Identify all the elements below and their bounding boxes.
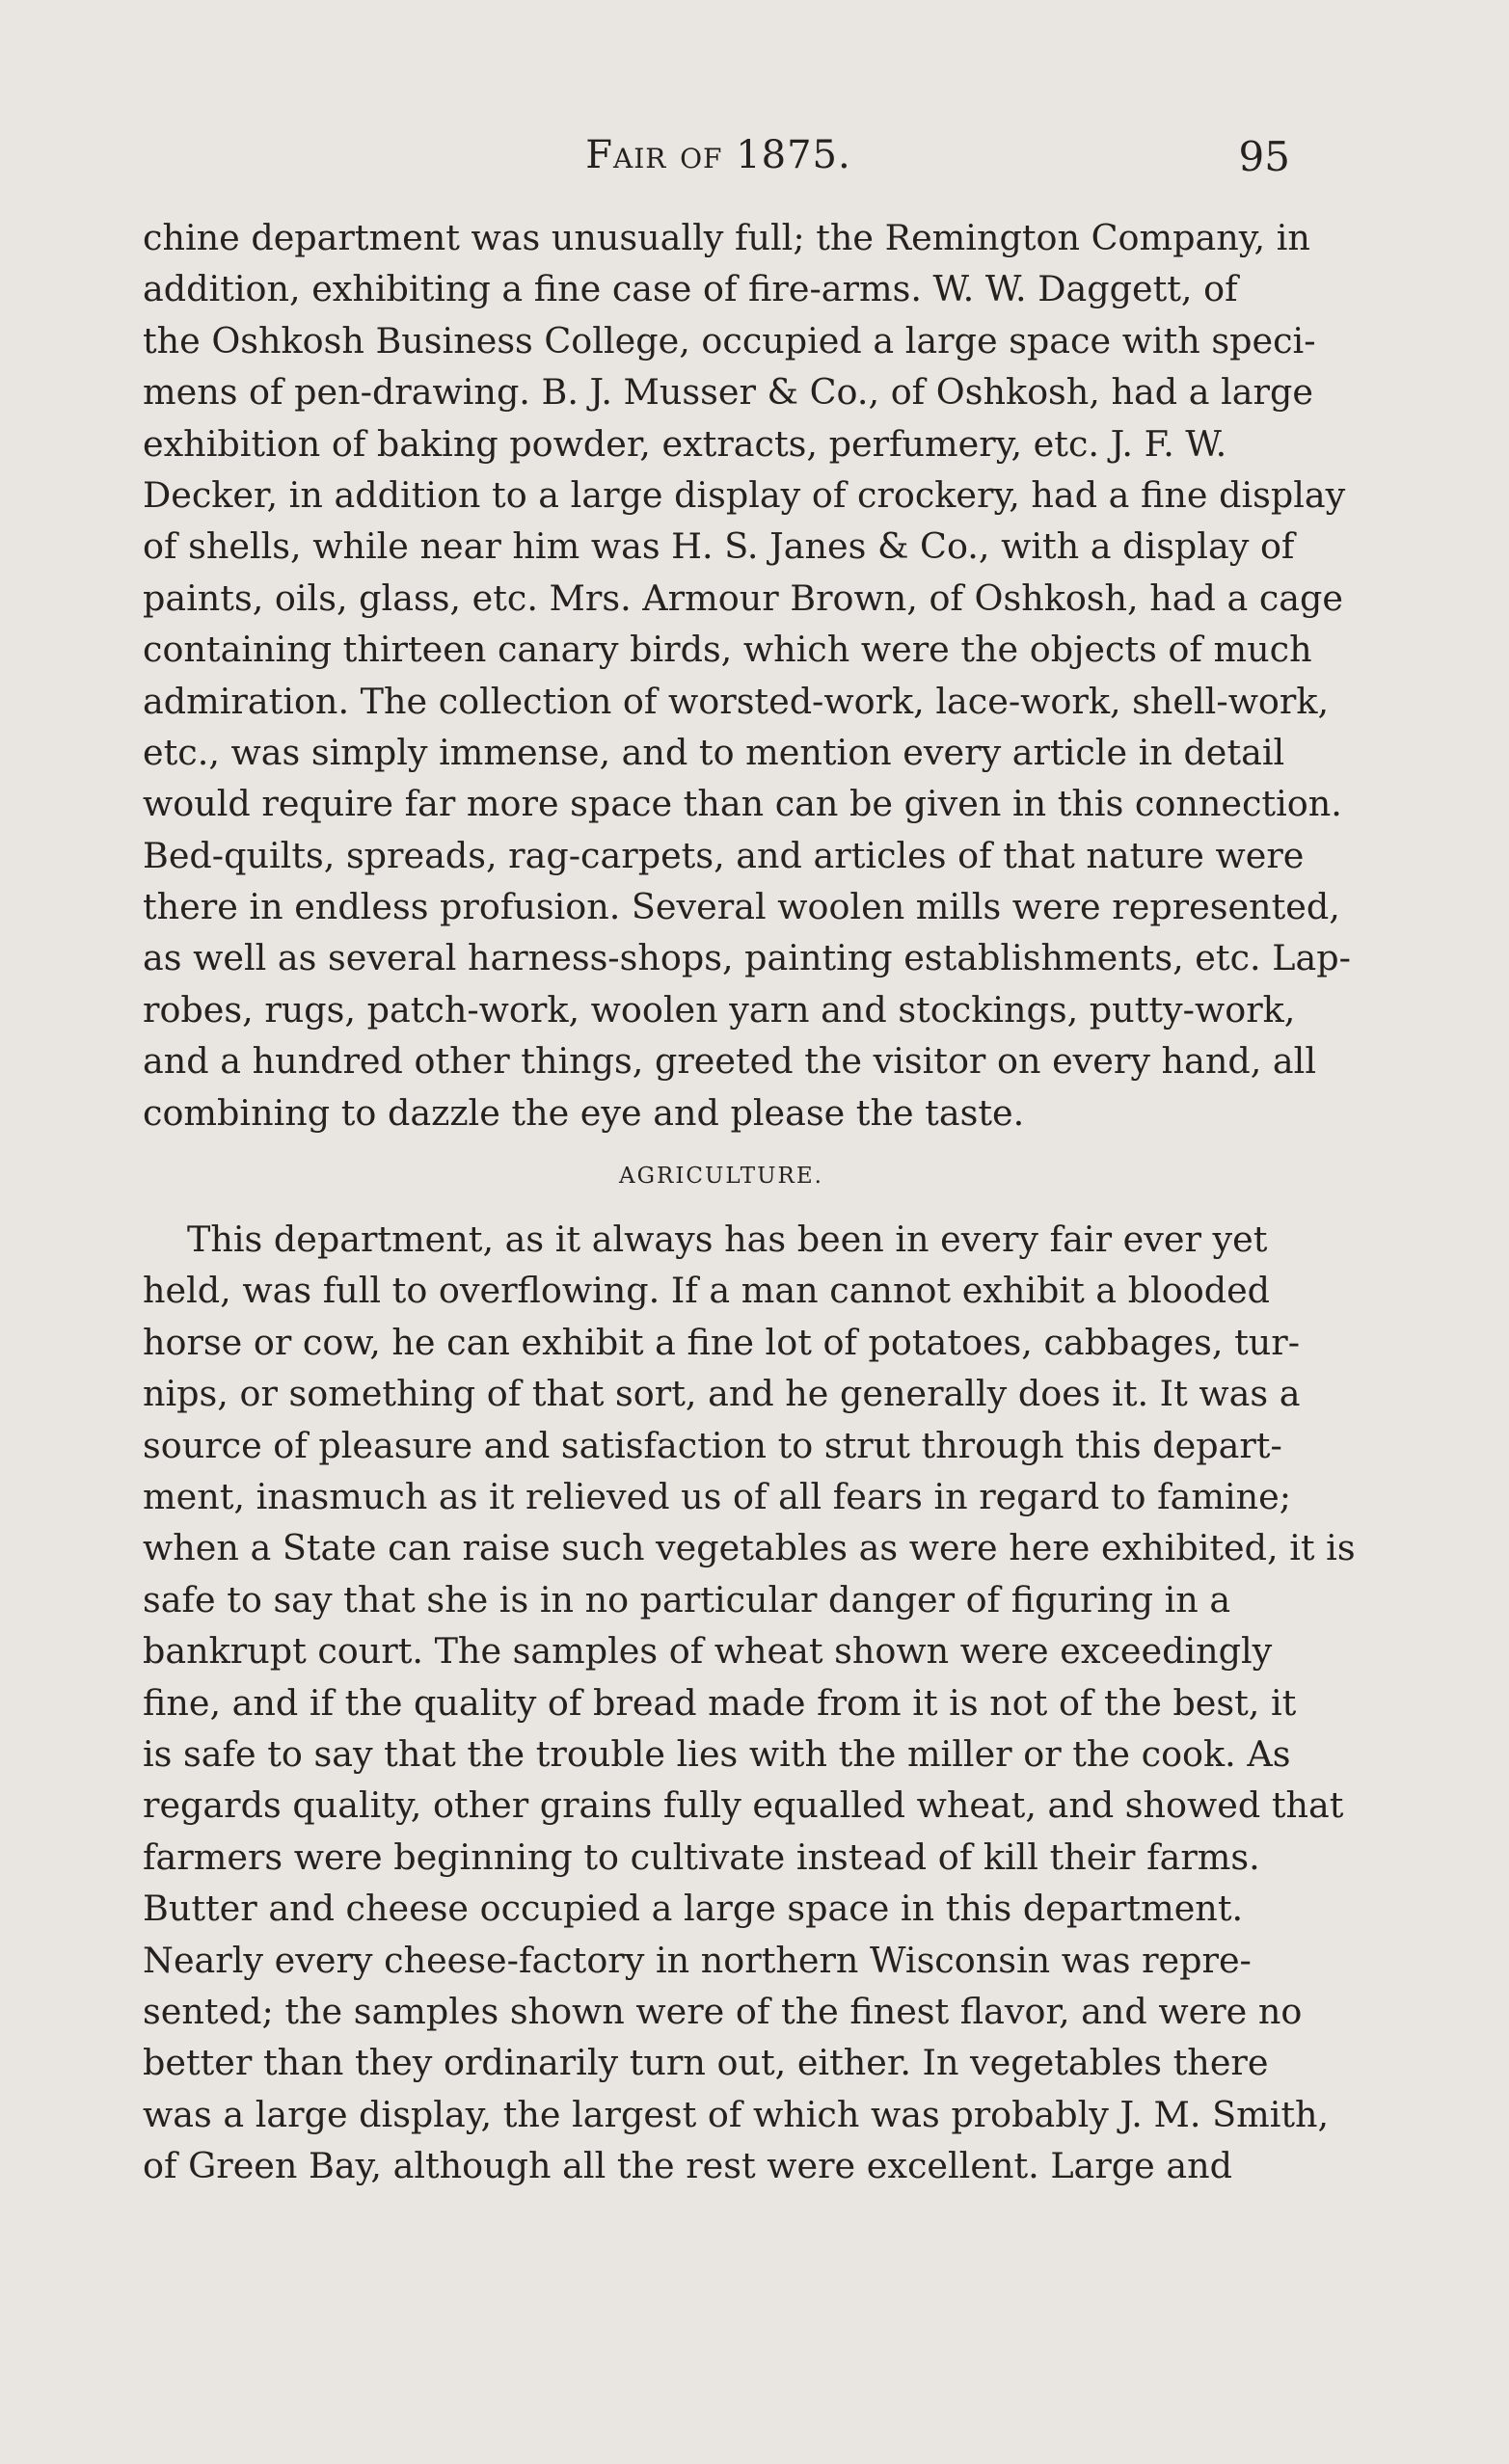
section-heading: AGRICULTURE. <box>619 1164 823 1190</box>
text-line: exhibition of baking powder, extracts, perfumery, etc. J. F. W. <box>143 422 1227 465</box>
text-line: is safe to say that the trouble lies with the miller or the cook. As <box>143 1732 1291 1775</box>
text-line: bankrupt court. The samples of wheat shown were exceedingly <box>143 1630 1273 1673</box>
paragraph-exhibits <box>143 212 1351 1138</box>
text-line: etc., was simply immense, and to mention every article in detail <box>143 731 1285 773</box>
text-line: better than they ordinarily turn out, either. In vegetables there <box>143 2042 1269 2084</box>
text-line: mens of pen-drawing. B. J. Musser & Co., of Oshkosh, had a large <box>143 371 1313 414</box>
text-line: Decker, in addition to a large display of crockery, had a fine display <box>143 473 1346 516</box>
text-line: Nearly every cheese-factory in northern Wisconsin was repre- <box>143 1939 1252 1981</box>
text-line: nips, or something of that sort, and he generally does it. It was a <box>143 1373 1301 1415</box>
text-line: there in endless profusion. Several woolen mills were represented, <box>143 886 1340 928</box>
text-line: This department, as it always has been in every fair ever yet <box>187 1219 1268 1261</box>
text-line: fine, and if the quality of bread made from it is not of the best, it <box>143 1681 1297 1724</box>
text-line: of shells, while near him was H. S. Janes & Co., with a display of <box>143 525 1295 568</box>
text-line: horse or cow, he can exhibit a fine lot of potatoes, cabbages, tur- <box>143 1321 1301 1363</box>
text-line: Bed-quilts, spreads, rag-carpets, and articles of that nature were <box>143 834 1305 876</box>
text-line: of Green Bay, although all the rest were excellent. Large and <box>143 2145 1232 2187</box>
body-text <box>143 212 1356 2191</box>
text-line: ment, inasmuch as it relieved us of all fears in regard to famine; <box>143 1475 1292 1517</box>
running-head: Fair of 1875. <box>585 133 851 177</box>
text-line: held, was full to overflowing. If a man cannot exhibit a blooded <box>143 1270 1271 1312</box>
text-line: when a State can raise such vegetables as were here exhibited, it is <box>143 1527 1356 1569</box>
text-line: combining to dazzle the eye and please the taste. <box>143 1091 1025 1134</box>
text-line: robes, rugs, patch-work, woolen yarn and stockings, putty-work, <box>143 988 1296 1031</box>
text-line: sented; the samples shown were of the finest flavor, and were no <box>143 1990 1303 2032</box>
text-line: safe to say that she is in no particular danger of figuring in a <box>143 1578 1231 1620</box>
text-line: as well as several harness-shops, painting establishments, etc. Lap- <box>143 937 1351 979</box>
text-line: the Oshkosh Business College, occupied a large space with speci- <box>143 319 1316 362</box>
text-line: paints, oils, glass, etc. Mrs. Armour Brown, of Oshkosh, had a cage <box>143 576 1344 619</box>
text-line: containing thirteen canary birds, which were the objects of much <box>143 629 1312 671</box>
text-line: was a large display, the largest of which was probably J. M. Smith, <box>143 2093 1330 2135</box>
text-line: chine department was unusually full; the Remington Company, in <box>143 217 1310 258</box>
text-line: would require far more space than can be given in this connection. <box>143 783 1342 825</box>
text-line: and a hundred other things, greeted the visitor on every hand, all <box>143 1040 1317 1083</box>
page-number: 95 <box>1238 133 1290 180</box>
text-line: source of pleasure and satisfaction to strut through this depart- <box>143 1424 1282 1466</box>
text-line: regards quality, other grains fully equalled wheat, and showed that <box>143 1784 1344 1827</box>
paragraph-agriculture <box>143 1214 1356 2191</box>
page-header <box>145 133 1292 191</box>
text-line: Butter and cheese occupied a large space in this department. <box>143 1888 1244 1930</box>
text-line: addition, exhibiting a fine case of fire-arms. W. W. Daggett, of <box>143 268 1238 310</box>
text-line: admiration. The collection of worsted-work, lace-work, shell-work, <box>143 680 1330 722</box>
text-line: farmers were beginning to cultivate instead of kill their farms. <box>143 1835 1260 1878</box>
